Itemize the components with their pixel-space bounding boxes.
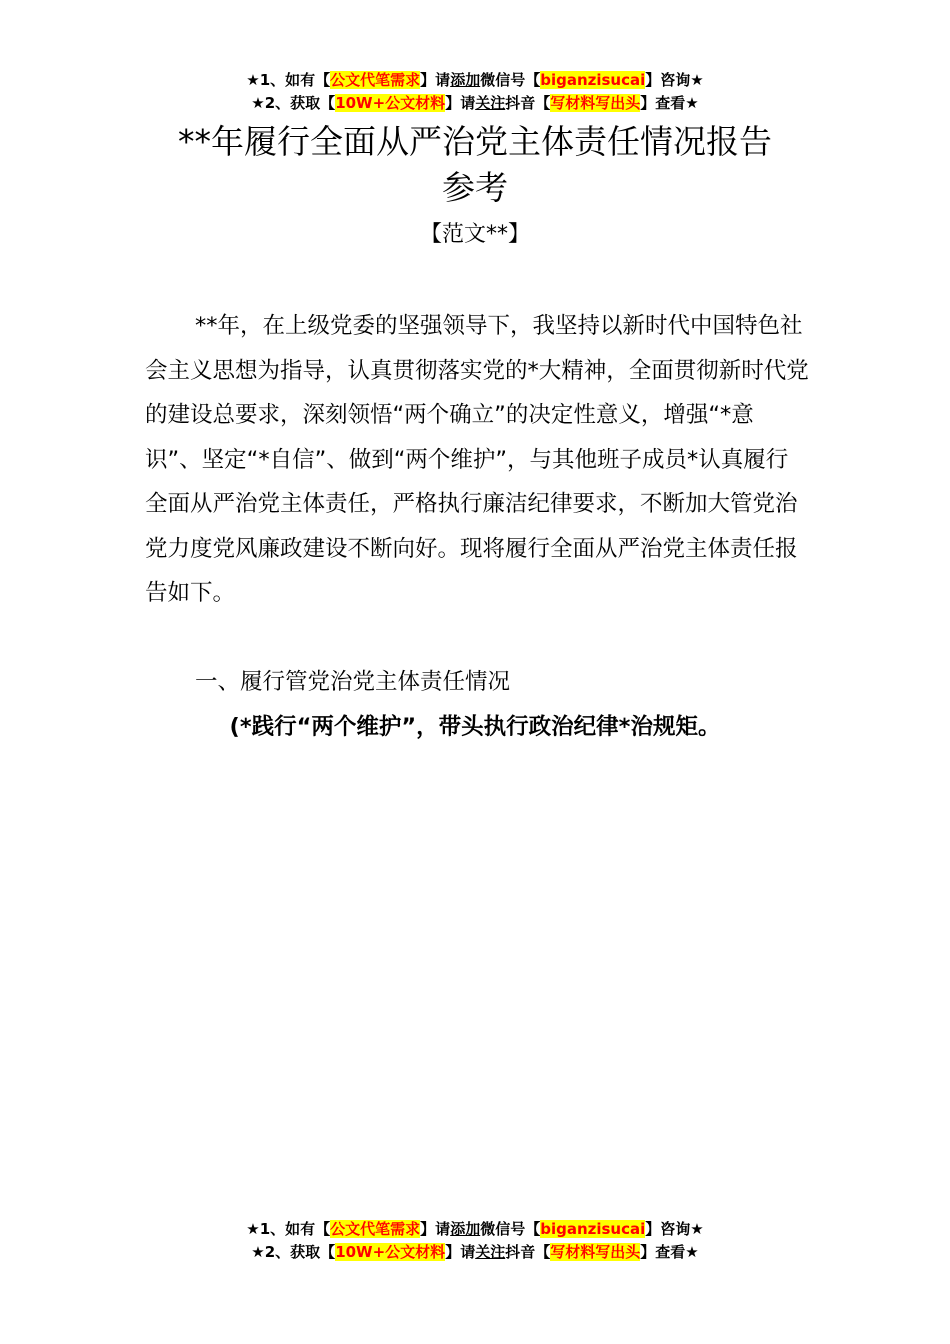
paragraph-intro: **年，在上级党委的坚强领导下，我坚持以新时代中国特色社会主义思想为指导，认真贯彻落实党的*大精神，全面贯彻新时代党的建设总要求，深刻领悟“两个确立”的决定性意义，增强“*意识”、坚定“*自信”、做到“两个维护”，与其他班子成员*认真履行全面从严治党主体责任，严格执行廉洁纪律要求，不断加大管党治党力度党风廉政建设不断向好。现将履行全面从严治党主体责任报告如下。 [145, 313, 809, 606]
notice-line-2: ★2、获取【10W+公文材料】请关注抖音【写材料写出头】查看★ [251, 94, 699, 112]
highlight-materials: 10W+公文材料 [335, 1243, 446, 1261]
bottom-notice [0, 1218, 950, 1264]
title-line-1: **年履行全面从严治党主体责任情况报告 [178, 122, 772, 161]
document-title [0, 119, 950, 211]
highlight-wechat-id: biganzisucai [540, 1220, 646, 1238]
subsection-heading-1: (*践行“两个维护”，带头执行政治纪律*治规矩。 [229, 714, 721, 740]
highlight-service: 公文代笔需求 [330, 71, 421, 89]
top-notice [0, 69, 950, 115]
highlight-materials: 10W+公文材料 [335, 94, 446, 112]
highlight-service: 公文代笔需求 [330, 1220, 421, 1238]
notice-line-1: ★1、如有【公文代笔需求】请添加微信号【biganzisucai】咨询★ [246, 1220, 704, 1238]
highlight-douyin-account: 写材料写出头 [550, 94, 641, 112]
highlight-douyin-account: 写材料写出头 [550, 1243, 641, 1261]
notice-line-1: ★1、如有【公文代笔需求】请添加微信号【biganzisucai】咨询★ [246, 71, 704, 89]
document-subtitle: 【范文**】 [419, 222, 530, 247]
title-line-2: 参考 [442, 168, 508, 207]
section-heading-1: 一、履行管党治党主体责任情况 [195, 669, 511, 695]
highlight-wechat-id: biganzisucai [540, 71, 646, 89]
notice-line-2: ★2、获取【10W+公文材料】请关注抖音【写材料写出头】查看★ [251, 1243, 699, 1261]
